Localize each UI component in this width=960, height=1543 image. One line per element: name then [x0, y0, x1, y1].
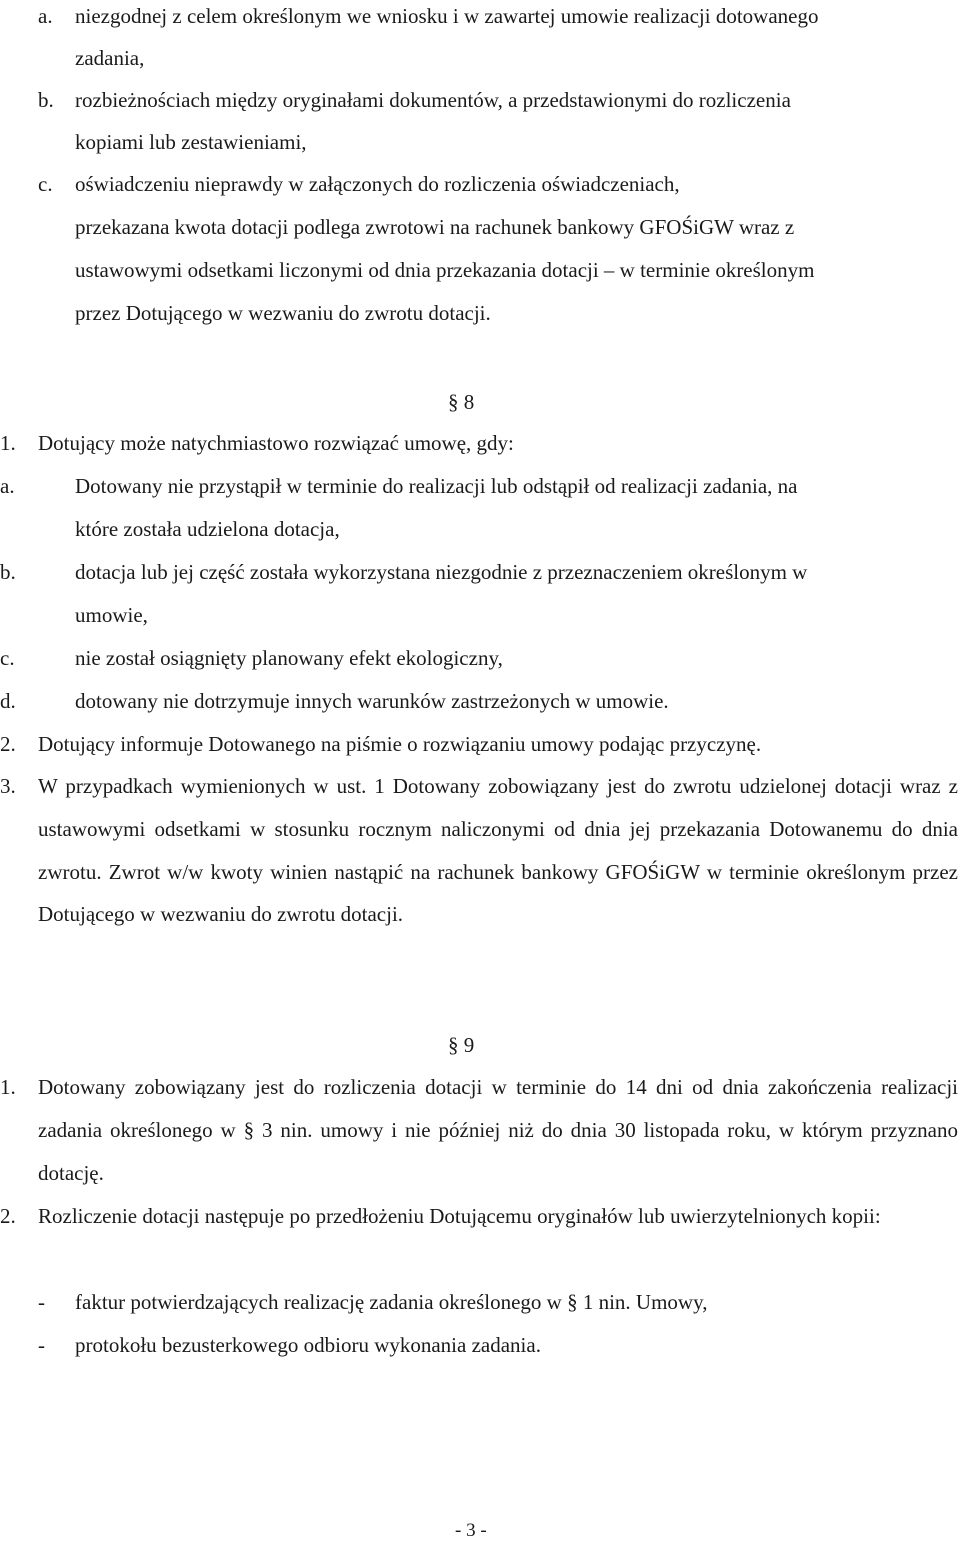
s8-item-a-marker: a.	[0, 474, 15, 498]
page-number: - 3 -	[455, 1520, 487, 1541]
s8-item-d-text: dotowany nie dotrzymuje innych warunków zastrzeżonych w umowie.	[75, 689, 669, 713]
list-marker-b: b.	[38, 88, 54, 112]
s8-item-a-line1: Dotowany nie przystąpił w terminie do realizacji lub odstąpił od realizacji zadania, na	[75, 474, 798, 498]
s9-paragraph-2-marker: 2.	[0, 1204, 16, 1228]
s9-paragraph-2-text: Rozliczenie dotacji następuje po przedłożeniu Dotującemu oryginałów lub uwierzytelnionych kopii:	[38, 1204, 881, 1228]
list-item-c-line2: przekazana kwota dotacji podlega zwrotowi na rachunek bankowy GFOŚiGW wraz z	[75, 215, 795, 239]
list-marker-a: a.	[38, 4, 53, 28]
s8-paragraph-3-text: W przypadkach wymienionych w ust. 1 Dotowany zobowiązany jest do zwrotu udzielonej dotacji wraz z ustawowymi odsetkami w stosunku rocznym naliczonymi od dnia jej przekazania Dotowanemu do dnia zwrotu. Zwrot w/w kwoty winien nastąpić na rachunek bankowy GFOŚiGW w terminie określonym przez Dotującego w wezwaniu do zwrotu dotacji.	[38, 774, 958, 927]
list-item-c-line4: przez Dotującego w wezwaniu do zwrotu dotacji.	[75, 301, 491, 325]
s9-dash-1-marker: -	[38, 1290, 45, 1314]
section-8-heading: § 8	[448, 390, 475, 414]
s9-paragraph-1-marker: 1.	[0, 1075, 16, 1099]
s8-paragraph-3-marker: 3.	[0, 774, 16, 798]
s8-item-a-line2: które została udzielona dotacja,	[75, 517, 340, 541]
list-item-b-line2: kopiami lub zestawieniami,	[75, 130, 307, 154]
list-item-a-text: niezgodnej z celem określonym we wniosku i w zawartej umowie realizacji dotowanego	[75, 4, 819, 28]
s8-paragraph-2-marker: 2.	[0, 732, 16, 756]
section-9-heading: § 9	[448, 1033, 475, 1057]
s9-dash-2-text: protokołu bezusterkowego odbioru wykonania zadania.	[75, 1333, 541, 1357]
s8-item-c-marker: c.	[0, 646, 15, 670]
s9-dash-1-text: faktur potwierdzających realizację zadania określonego w § 1 nin. Umowy,	[75, 1290, 708, 1314]
list-item-c-line3: ustawowymi odsetkami liczonymi od dnia przekazania dotacji – w terminie określonym	[75, 258, 815, 282]
s9-paragraph-1-text: Dotowany zobowiązany jest do rozliczenia dotacji w terminie do 14 dni od dnia zakończenia realizacji zadania określonego w § 3 nin. umowy i nie później niż do dnia 30 listopada roku, w którym przyznano dotację.	[38, 1075, 958, 1185]
list-item-c-line1: oświadczeniu nieprawdy w załączonych do rozliczenia oświadczeniach,	[75, 172, 680, 196]
list-item-a-line2: zadania,	[75, 46, 145, 70]
list-item-a-line1	[75, 2, 927, 30]
s8-item-b-marker: b.	[0, 560, 16, 584]
s9-dash-2-marker: -	[38, 1333, 45, 1357]
list-marker-c: c.	[38, 172, 53, 196]
s8-item-b-line2: umowie,	[75, 603, 148, 627]
s8-item-b-line1: dotacja lub jej część została wykorzystana niezgodnie z przeznaczeniem określonym w	[75, 560, 808, 584]
s8-paragraph-2-text: Dotujący informuje Dotowanego na piśmie o rozwiązaniu umowy podając przyczynę.	[38, 732, 762, 756]
list-item-b-line1: rozbieżnościach między oryginałami dokumentów, a przedstawionymi do rozliczenia	[75, 88, 791, 112]
s8-paragraph-1-marker: 1.	[0, 431, 16, 455]
s8-paragraph-1-text: Dotujący może natychmiastowo rozwiązać umowę, gdy:	[38, 431, 514, 455]
s8-item-d-marker: d.	[0, 689, 16, 713]
s8-item-c-text: nie został osiągnięty planowany efekt ekologiczny,	[75, 646, 503, 670]
